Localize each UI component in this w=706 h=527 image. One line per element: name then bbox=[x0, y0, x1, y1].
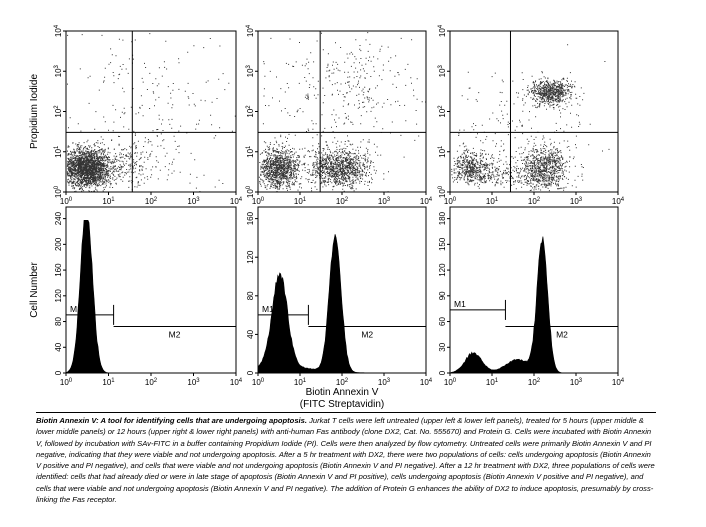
histogram-3 bbox=[438, 207, 618, 376]
hist-y-tick-label: 0 bbox=[438, 370, 447, 376]
dot-y-tick-label: $10^1$ bbox=[438, 145, 447, 158]
hist-y-tick-label: 30 bbox=[438, 342, 447, 352]
x-axis-title-line2: (FITC Streptavidin) bbox=[299, 399, 385, 410]
dot-x-tick-label: $10^3$ bbox=[569, 197, 583, 206]
dot-y-tick-label: $10^1$ bbox=[246, 145, 255, 158]
hist-x-tick-label: $10^3$ bbox=[377, 378, 391, 387]
hist-y-tick-label: 60 bbox=[438, 317, 447, 326]
dot-plot-1 bbox=[63, 31, 236, 195]
hist-x-tick-label: $10^3$ bbox=[187, 378, 200, 387]
histogram-fill bbox=[258, 234, 426, 373]
hist-y-tick-label: 160 bbox=[246, 211, 255, 226]
dot-x-tick-label: $10^1$ bbox=[485, 197, 499, 206]
dot-x-tick-label: $10^4$ bbox=[611, 197, 625, 206]
dot-events bbox=[451, 44, 609, 191]
dot-y-tick-label: $10^0$ bbox=[438, 185, 447, 199]
hist-x-tick-label: $10^0$ bbox=[59, 378, 73, 387]
dot-x-tick-label: $10^0$ bbox=[59, 197, 73, 206]
hist-y-tick-label: 120 bbox=[246, 250, 255, 264]
dot-x-tick-label: $10^3$ bbox=[187, 197, 200, 206]
hist-y-tick-label: 160 bbox=[54, 263, 63, 277]
caption-divider bbox=[36, 412, 656, 413]
marker-m2-label: M2 bbox=[556, 329, 568, 340]
dot-x-tick-label: $10^0$ bbox=[443, 197, 457, 206]
dot-y-tick-label: $10^1$ bbox=[54, 145, 63, 158]
caption-title: Biotin Annexin V: A tool for identifying cells that are undergoing apoptosis. bbox=[36, 416, 307, 425]
dot-y-tick-label: $10^4$ bbox=[246, 24, 255, 38]
dot-x-tick-label: $10^3$ bbox=[377, 197, 391, 206]
histogram-fill bbox=[450, 237, 618, 373]
hist-x-tick-label: $10^2$ bbox=[335, 378, 349, 387]
hist-x-tick-label: $10^1$ bbox=[293, 378, 307, 387]
histogram-1 bbox=[54, 207, 236, 376]
dot-x-tick-label: $10^4$ bbox=[419, 197, 433, 206]
hist-y-tick-label: 200 bbox=[54, 237, 63, 252]
hist-y-tick-label: 80 bbox=[246, 291, 255, 301]
hist-y-tick-label: 150 bbox=[438, 237, 447, 252]
hist-y-tick-label: 240 bbox=[54, 211, 63, 226]
dot-x-tick-label: $10^0$ bbox=[251, 197, 265, 206]
dot-x-tick-label: $10^2$ bbox=[335, 197, 349, 206]
hist-x-tick-label: $10^0$ bbox=[443, 378, 457, 387]
hist-x-tick-label: $10^0$ bbox=[251, 378, 265, 387]
hist-x-tick-label: $10^3$ bbox=[569, 378, 583, 387]
dot-plot-2 bbox=[255, 31, 426, 195]
marker-m1-label: M1 bbox=[454, 298, 466, 309]
dot-x-tick-label: $10^1$ bbox=[102, 197, 115, 206]
x-axis-title-line1: Biotin Annexin V bbox=[305, 387, 379, 398]
dot-x-tick-label: $10^1$ bbox=[293, 197, 307, 206]
hist-x-tick-label: $10^4$ bbox=[229, 378, 243, 387]
dot-y-tick-label: $10^4$ bbox=[54, 24, 63, 38]
marker-m1-label: M1 bbox=[70, 303, 82, 314]
dot-plot-3 bbox=[447, 31, 618, 195]
marker-m1-label: M1 bbox=[262, 303, 274, 314]
hist-y-tick-label: 120 bbox=[438, 263, 447, 277]
propidium-iodide-axis-label: Propidium Iodide bbox=[29, 73, 40, 150]
caption-body: Jurkat T cells were left untreated (upper left & lower left panels), treated for 5 hours (upper middle & lower middle panels) or 12 hours (upper right & lower right panels) with anti-human Fas antibody (clone DX2, Cat. No. 555670) and Protein G. Cells were incubated with Biotin Annexin V, followed by incubation with SAv-FITC in a buffer containing Propidium Iodide (PI). Cells were then analyzed by flow cytometry. Untreated cells were primarily Biotin Annexin V and PI negative, indicating that they were viable and not undergoing apoptosis. After a 5 hr treatment with DX2, there were two populations of cells: cells undergoing apoptosis (Biotin Annexin V positive and PI negative), and cells that were viable and not undergoing apoptosis (Biotin Annexin V and PI negative). After a 12 hr treatment with DX2, three populations of cells were identified: cells that had already died or were in late stage of apoptosis (Biotin Annexin V and PI positive), cells undergoing apoptosis (Biotin Annexin V positive and PI negative), and cells that were viable and not undergoing apoptosis (Biotin Annexin V and PI negative). The addition of Protein G enhances the ability of DX2 to induce apoptosis, presumably by cross-linking the Fas receptor. bbox=[36, 416, 655, 505]
hist-x-tick-label: $10^4$ bbox=[419, 378, 433, 387]
dot-y-tick-label: $10^0$ bbox=[54, 185, 63, 199]
dot-y-tick-label: $10^4$ bbox=[438, 24, 447, 38]
dot-x-tick-label: $10^2$ bbox=[527, 197, 541, 206]
hist-y-tick-label: 0 bbox=[246, 370, 255, 376]
dot-y-tick-label: $10^3$ bbox=[54, 65, 63, 78]
cell-number-axis-label: Cell Number bbox=[29, 262, 40, 318]
hist-y-tick-label: 90 bbox=[438, 291, 447, 301]
dot-x-tick-label: $10^4$ bbox=[229, 197, 243, 206]
dot-y-tick-label: $10^3$ bbox=[246, 65, 255, 78]
dot-y-tick-label: $10^0$ bbox=[246, 185, 255, 199]
marker-m2-label: M2 bbox=[168, 329, 181, 340]
dot-events bbox=[67, 33, 236, 192]
hist-x-tick-label: $10^4$ bbox=[611, 378, 625, 387]
histogram-2 bbox=[246, 207, 426, 376]
hist-y-tick-label: 40 bbox=[246, 329, 255, 339]
dot-x-tick-label: $10^2$ bbox=[144, 197, 158, 206]
marker-m2-label: M2 bbox=[361, 329, 374, 340]
dot-y-tick-label: $10^3$ bbox=[438, 65, 447, 78]
dot-events bbox=[259, 32, 426, 192]
hist-y-tick-label: 0 bbox=[54, 370, 63, 376]
hist-x-tick-label: $10^2$ bbox=[527, 378, 541, 387]
dot-y-tick-label: $10^2$ bbox=[246, 105, 255, 118]
hist-y-tick-label: 40 bbox=[54, 342, 63, 352]
hist-x-tick-label: $10^1$ bbox=[485, 378, 499, 387]
dot-plot-frame bbox=[450, 31, 618, 192]
hist-x-tick-label: $10^1$ bbox=[102, 378, 115, 387]
dot-y-tick-label: $10^2$ bbox=[54, 105, 63, 118]
histogram-fill bbox=[66, 220, 236, 373]
hist-x-tick-label: $10^2$ bbox=[144, 378, 158, 387]
hist-y-tick-label: 120 bbox=[54, 289, 63, 303]
figure-caption bbox=[36, 415, 656, 505]
dot-y-tick-label: $10^2$ bbox=[438, 105, 447, 118]
hist-y-tick-label: 180 bbox=[438, 211, 447, 226]
hist-y-tick-label: 80 bbox=[54, 317, 63, 326]
